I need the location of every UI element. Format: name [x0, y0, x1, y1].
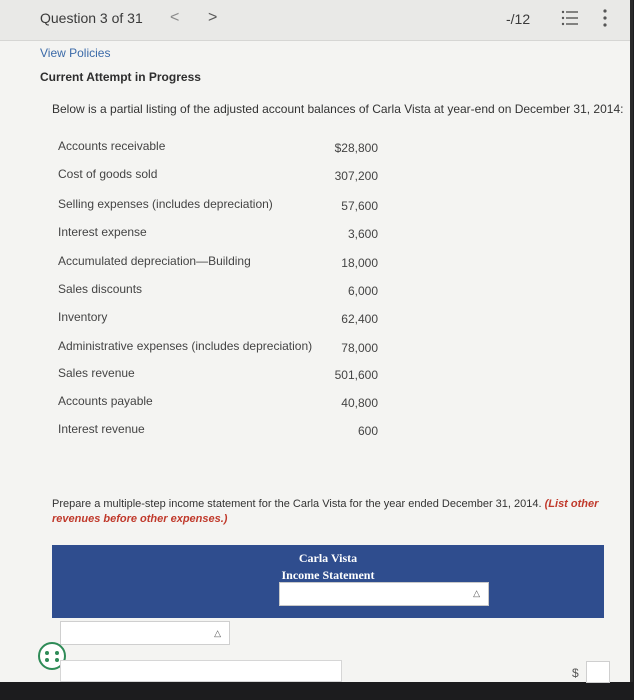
list-item — [58, 225, 378, 247]
account-amount: 62,400 — [341, 312, 378, 326]
question-toolbar — [0, 0, 630, 41]
line-item-account-select[interactable] — [60, 621, 230, 645]
question-intro: Below is a partial listing of the adjusted account balances of Carla Vista at year-end on December 31, 2014: — [52, 102, 624, 116]
account-name: Sales discounts — [58, 282, 143, 296]
list-item — [58, 310, 378, 332]
account-name: Administrative expenses (includes depreciation) — [58, 339, 313, 353]
account-amount: 600 — [357, 424, 378, 438]
next-question-button[interactable]: > — [208, 9, 218, 26]
list-item — [58, 366, 378, 388]
account-amount: 501,600 — [334, 368, 378, 382]
more-options-icon[interactable] — [602, 8, 608, 28]
income-statement-header — [52, 545, 604, 618]
line-item-label-input[interactable] — [60, 660, 342, 682]
account-name: Accounts receivable — [58, 139, 166, 153]
view-policies-link[interactable]: View Policies — [40, 46, 111, 60]
instructions-emphasis: (List other revenues before other expenses.) — [52, 498, 599, 525]
account-name: Sales revenue — [58, 366, 135, 380]
account-amount: 18,000 — [341, 256, 378, 270]
currency-symbol: $ — [572, 666, 579, 680]
account-amount: $28,800 — [334, 141, 378, 155]
list-item — [58, 394, 378, 416]
account-name: Interest expense — [58, 225, 147, 239]
account-amount: 57,600 — [341, 199, 378, 213]
account-name: Interest revenue — [58, 422, 145, 436]
previous-question-button[interactable]: < — [170, 9, 180, 26]
list-item — [58, 339, 378, 361]
account-name: Accounts payable — [58, 394, 153, 408]
question-counter: Question 3 of 31 — [40, 10, 143, 26]
account-amount: 78,000 — [341, 341, 378, 355]
instructions-text: Prepare a multiple-step income statement for the Carla Vista for the year ended December 31, 2014. — [52, 498, 545, 510]
account-name: Accumulated depreciation—Building — [58, 254, 251, 268]
account-name: Inventory — [58, 310, 108, 324]
list-item — [58, 167, 378, 189]
account-name: Cost of goods sold — [58, 167, 158, 181]
select-arrows-icon: △ — [473, 588, 480, 598]
account-amount: 307,200 — [334, 169, 378, 183]
statement-period-select[interactable] — [279, 582, 489, 606]
account-amount: 3,600 — [347, 227, 378, 241]
list-item — [58, 282, 378, 304]
account-amount: 6,000 — [347, 284, 378, 298]
statement-title: Income Statement — [281, 568, 375, 582]
account-name: Selling expenses (includes depreciation) — [58, 197, 273, 211]
list-item — [58, 254, 378, 276]
question-list-icon[interactable] — [561, 9, 579, 27]
list-item — [58, 422, 378, 444]
attempt-status: Current Attempt in Progress — [40, 70, 201, 84]
select-arrows-icon: △ — [214, 628, 221, 638]
list-item — [58, 139, 378, 161]
company-name: Carla Vista — [298, 551, 358, 565]
list-item — [58, 197, 378, 219]
instructions — [52, 497, 612, 527]
question-score: -/12 — [506, 11, 531, 27]
account-amount: 40,800 — [341, 396, 378, 410]
line-item-amount-input[interactable] — [586, 661, 610, 683]
